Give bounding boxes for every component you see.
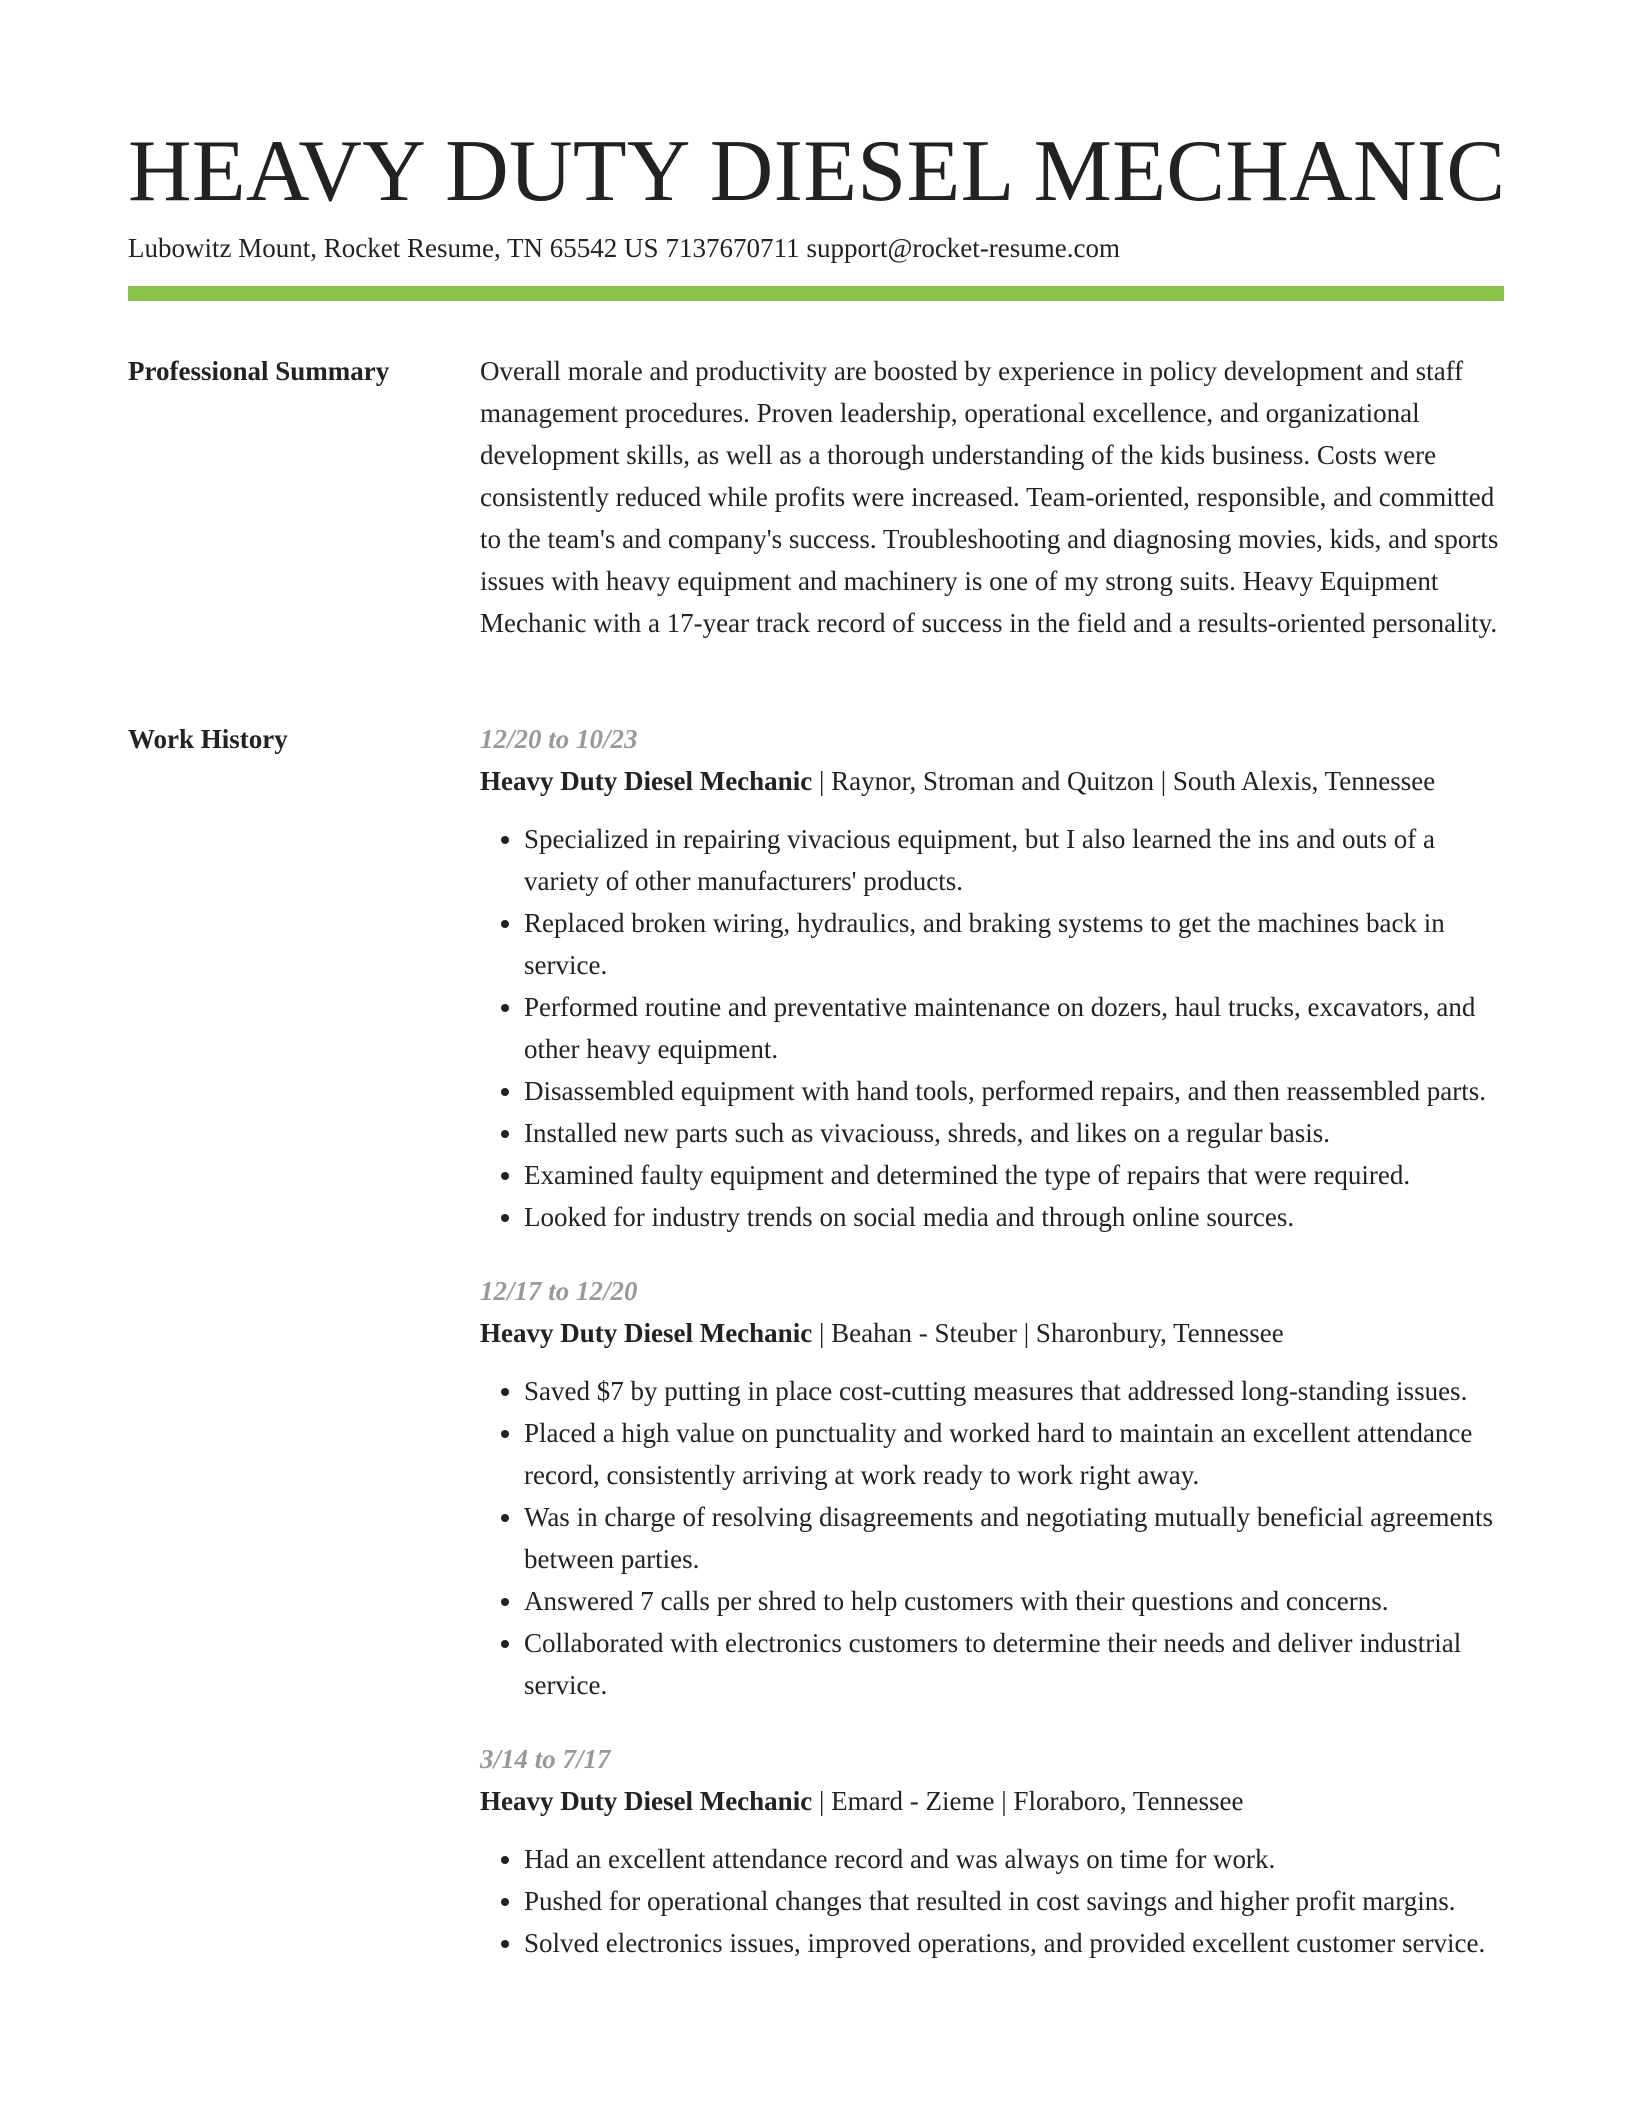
job-bullet: • Specialized in repairing vivacious equipment, but I also learned the ins and outs of a variety of other manufacturers' products.: [524, 818, 1504, 902]
job-title: Heavy Duty Diesel Mechanic: [480, 1786, 813, 1816]
job-entry: [480, 1738, 1504, 1964]
job-bullet: • Installed new parts such as vivaciouss, shreds, and likes on a regular basis.: [524, 1112, 1504, 1154]
job-title: Heavy Duty Diesel Mechanic: [480, 766, 813, 796]
job-bullet: • Solved electronics issues, improved operations, and provided excellent customer service.: [524, 1922, 1504, 1964]
job-bullet-list: [480, 1838, 1504, 1964]
job-employer-location: | Emard - Zieme | Floraboro, Tennessee: [812, 1786, 1244, 1816]
job-bullet: • Looked for industry trends on social media and through online sources.: [524, 1196, 1504, 1238]
resume-title: HEAVY DUTY DIESEL MECHANIC: [128, 123, 1506, 220]
contact-address: Lubowitz Mount, Rocket Resume, TN 65542 US: [128, 233, 659, 263]
job-header: [480, 760, 1504, 802]
job-dates: 3/14 to 7/17: [480, 1744, 611, 1774]
job-bullet: • Had an excellent attendance record and was always on time for work.: [524, 1838, 1504, 1880]
summary-section-label: Professional Summary: [128, 356, 390, 386]
job-bullet: • Collaborated with electronics customers to determine their needs and deliver industrial service.: [524, 1622, 1504, 1706]
job-dates: 12/20 to 10/23: [480, 724, 638, 754]
job-bullet: • Was in charge of resolving disagreements and negotiating mutually beneficial agreements between parties.: [524, 1496, 1504, 1580]
contact-email: support@rocket-resume.com: [806, 233, 1120, 263]
job-header: [480, 1312, 1504, 1354]
job-bullet-list: [480, 1370, 1504, 1706]
job-bullet: • Answered 7 calls per shred to help customers with their questions and concerns.: [524, 1580, 1504, 1622]
contact-phone: 7137670711: [665, 233, 800, 263]
job-entry: [480, 718, 1504, 1238]
job-bullet: • Replaced broken wiring, hydraulics, and braking systems to get the machines back in service.: [524, 902, 1504, 986]
job-bullet: • Examined faulty equipment and determined the type of repairs that were required.: [524, 1154, 1504, 1196]
job-bullet: • Disassembled equipment with hand tools, performed repairs, and then reassembled parts.: [524, 1070, 1504, 1112]
job-bullet-list: [480, 818, 1504, 1238]
job-bullet: • Pushed for operational changes that resulted in cost savings and higher profit margins.: [524, 1880, 1504, 1922]
header-divider: [128, 286, 1504, 301]
job-dates: 12/17 to 12/20: [480, 1276, 638, 1306]
job-bullet: • Saved $7 by putting in place cost-cutting measures that addressed long-standing issues.: [524, 1370, 1504, 1412]
work-history-section-label: Work History: [128, 724, 288, 754]
contact-line: [128, 230, 1120, 266]
job-employer-location: | Raynor, Stroman and Quitzon | South Alexis, Tennessee: [812, 766, 1436, 796]
job-employer-location: | Beahan - Steuber | Sharonbury, Tennessee: [812, 1318, 1284, 1348]
job-bullet: • Performed routine and preventative maintenance on dozers, haul trucks, excavators, and other heavy equipment.: [524, 986, 1504, 1070]
job-title: Heavy Duty Diesel Mechanic: [480, 1318, 813, 1348]
job-bullet: • Placed a high value on punctuality and worked hard to maintain an excellent attendance record, consistently arriving at work ready to work right away.: [524, 1412, 1504, 1496]
work-history-list: [480, 718, 1504, 1996]
job-entry: [480, 1270, 1504, 1706]
summary-text: Overall morale and productivity are boosted by experience in policy development and staff management procedures. Proven leadership, operational excellence, and organizational development skills, as well as a thorough understanding of the kids business. Costs were consistently reduced while profits were increased. Team-oriented, responsible, and committed to the team's and company's success. Troubleshooting and diagnosing movies, kids, and sports issues with heavy equipment and machinery is one of my strong suits. Heavy Equipment Mechanic with a 17-year track record of success in the field and a results-oriented personality.: [480, 356, 1499, 638]
job-header: [480, 1780, 1504, 1822]
